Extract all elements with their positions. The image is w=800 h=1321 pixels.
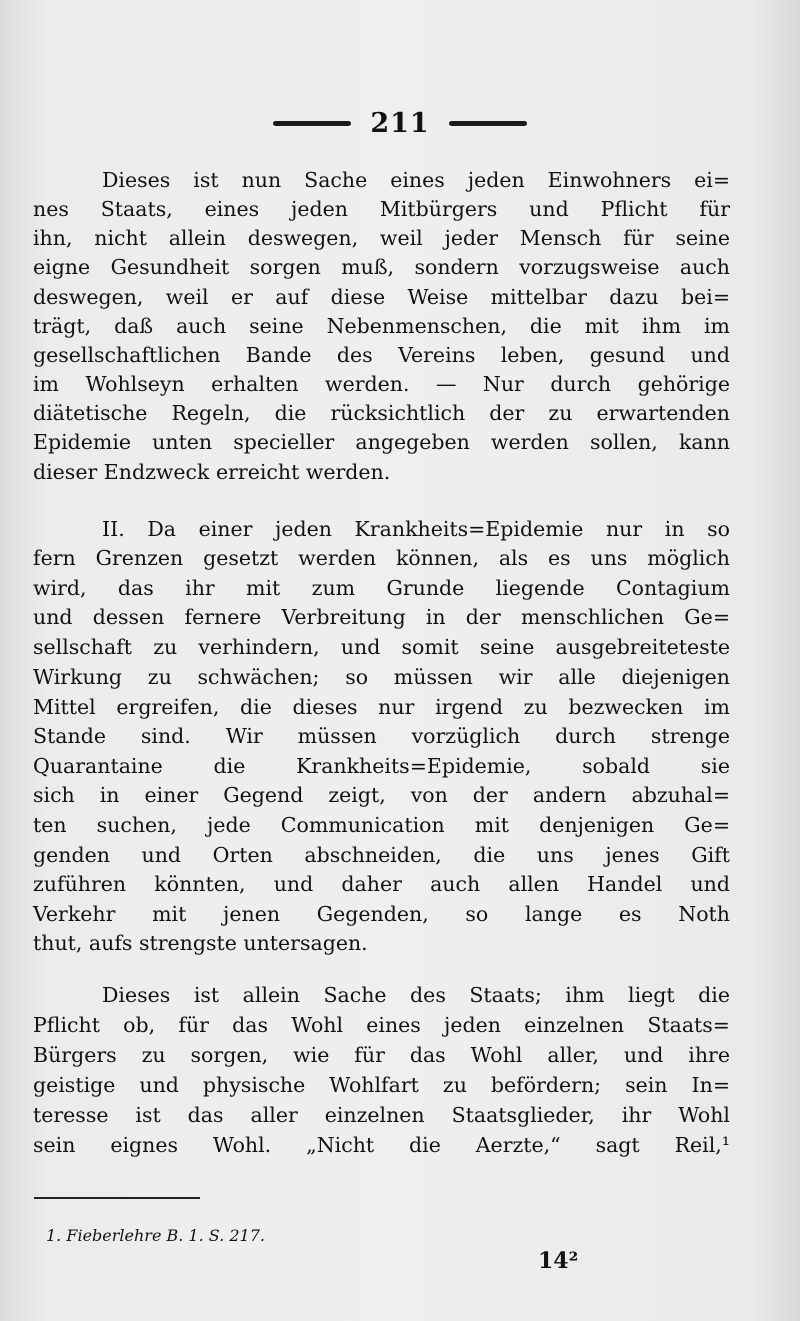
text-line: im Wohlseyn erhalten werden. — Nur durch gehörige: [33, 372, 730, 396]
text-line: nes Staats, eines jeden Mitbürgers und Pflicht für: [33, 197, 730, 221]
text-line: II. Da einer jeden Krankheits=Epidemie nur in so: [102, 517, 730, 541]
text-line: geistige und physische Wohlfart zu befördern; sein In=: [33, 1073, 730, 1097]
footnote: 1. Fieberlehre B. 1. S. 217.: [46, 1226, 265, 1245]
text-line: Mittel ergreifen, die dieses nur irgend zu bezwecken im: [33, 695, 730, 719]
text-line: Wirkung zu schwächen; so müssen wir alle diejenigen: [33, 665, 730, 689]
text-line: deswegen, weil er auf diese Weise mittelbar dazu bei=: [33, 285, 730, 309]
text-line: eigne Gesundheit sorgen muß, sondern vorzugsweise auch: [33, 255, 730, 279]
text-line: ten suchen, jede Communication mit denjenigen Ge=: [33, 813, 730, 837]
footnote-rule: [34, 1197, 200, 1199]
text-line: sein eignes Wohl. „Nicht die Aerzte,“ sagt Reil,¹: [33, 1133, 730, 1157]
text-line: dieser Endzweck erreicht werden.: [33, 460, 391, 484]
text-line: Bürgers zu sorgen, wie für das Wohl aller, und ihre: [33, 1043, 730, 1067]
text-line: Quarantaine die Krankheits=Epidemie, sobald sie: [33, 754, 730, 778]
text-line: Verkehr mit jenen Gegenden, so lange es Noth: [33, 902, 730, 926]
text-line: trägt, daß auch seine Nebenmenschen, die mit ihm im: [33, 314, 730, 338]
text-line: fern Grenzen gesetzt werden können, als es uns möglich: [33, 546, 730, 570]
text-line: wird, das ihr mit zum Grunde liegende Contagium: [33, 576, 730, 600]
text-line: sich in einer Gegend zeigt, von der andern abzuhal=: [33, 783, 730, 807]
header-rule-right: [449, 121, 527, 126]
text-line: gesellschaftlichen Bande des Vereins leben, gesund und: [33, 343, 730, 367]
header-rule-left: [273, 121, 351, 126]
page-number: 211: [370, 108, 430, 139]
text-line: Stande sind. Wir müssen vorzüglich durch strenge: [33, 724, 730, 748]
text-line: Dieses ist allein Sache des Staats; ihm liegt die: [102, 983, 730, 1007]
text-line: teresse ist das aller einzelnen Staatsglieder, ihr Wohl: [33, 1103, 730, 1127]
text-line: thut, aufs strengste untersagen.: [33, 931, 368, 955]
text-line: zuführen könnten, und daher auch allen Handel und: [33, 872, 730, 896]
page-header: [0, 108, 800, 142]
text-line: und dessen fernere Verbreitung in der menschlichen Ge=: [33, 605, 730, 629]
text-line: Pflicht ob, für das Wohl eines jeden einzelnen Staats=: [33, 1013, 730, 1037]
printer-signature: 14²: [538, 1248, 579, 1274]
text-line: Epidemie unten specieller angegeben werden sollen, kann: [33, 430, 730, 454]
text-line: diätetische Regeln, die rücksichtlich der zu erwartenden: [33, 401, 730, 425]
text-line: sellschaft zu verhindern, und somit seine ausgebreiteteste: [33, 635, 730, 659]
text-line: ihn, nicht allein deswegen, weil jeder Mensch für seine: [33, 226, 730, 250]
text-line: genden und Orten abschneiden, die uns jenes Gift: [33, 843, 730, 867]
text-line: Dieses ist nun Sache eines jeden Einwohners ei=: [102, 168, 730, 192]
